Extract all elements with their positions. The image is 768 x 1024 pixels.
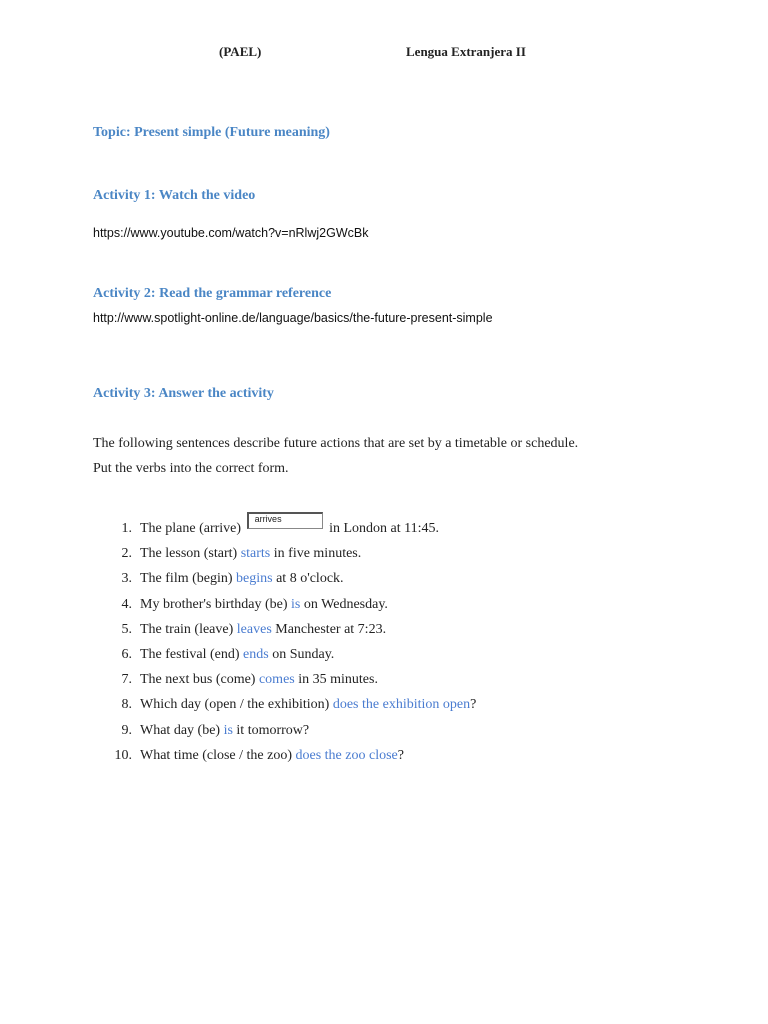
item-rest: ? xyxy=(470,697,477,713)
item-answer: does the exhibition open xyxy=(332,697,471,713)
exercise-item xyxy=(121,718,476,743)
item-rest: at 8 o'clock. xyxy=(272,571,344,587)
exercise-list xyxy=(114,514,477,768)
instruction-line-1: The following sentences describe future actions that are set by a timetable or schedule. xyxy=(93,436,579,451)
exercise-item xyxy=(121,617,476,642)
item-number: 4. xyxy=(121,596,132,612)
item-answer: does the zoo close xyxy=(295,747,398,763)
activity1-heading: Activity 1: Watch the video xyxy=(93,188,256,203)
item-number: 3. xyxy=(121,571,132,587)
item-rest: in 35 minutes. xyxy=(294,672,378,688)
item-rest: it tomorrow? xyxy=(232,722,310,738)
item-number: 2. xyxy=(121,546,132,562)
item-prompt: The festival (end) xyxy=(140,646,244,662)
item-number: 10. xyxy=(114,747,132,763)
item-prompt: The train (leave) xyxy=(140,621,237,637)
header-course-code: (PAEL) xyxy=(219,44,262,59)
item-answer: is xyxy=(223,722,233,738)
item-number: 1. xyxy=(121,521,132,536)
exercise-item xyxy=(121,566,476,591)
header-subject: Lengua Extranjera II xyxy=(406,44,526,59)
item-number: 6. xyxy=(121,646,132,662)
exercise-item xyxy=(121,642,476,667)
item-rest: on Wednesday. xyxy=(300,596,388,612)
item-number: 9. xyxy=(121,722,132,738)
item-answer: comes xyxy=(258,672,295,688)
grammar-reference-link[interactable]: http://www.spotlight-online.de/language/basics/the-future-present-simple xyxy=(93,311,493,325)
item-answer: ends xyxy=(243,646,269,662)
item-rest: in five minutes. xyxy=(270,546,362,562)
instruction-line-2: Put the verbs into the correct form. xyxy=(93,461,289,476)
item-answer: starts xyxy=(240,546,271,562)
exercise-item xyxy=(121,592,476,617)
item-answer: leaves xyxy=(236,621,272,637)
item-rest: ? xyxy=(397,747,404,763)
item-number: 7. xyxy=(121,672,132,688)
item-number: 5. xyxy=(121,621,132,637)
item-prompt: The lesson (start) xyxy=(140,546,241,562)
item-prompt: The next bus (come) xyxy=(140,672,259,688)
video-link[interactable]: https://www.youtube.com/watch?v=nRlwj2GWcBk xyxy=(93,226,369,240)
exercise-item xyxy=(121,692,477,717)
item-prompt: My brother's birthday (be) xyxy=(140,596,292,612)
item-prompt: The film (begin) xyxy=(140,571,237,587)
item-prompt: The plane (arrive) xyxy=(140,521,245,536)
exercise-item xyxy=(121,541,476,566)
item-rest: Manchester at 7:23. xyxy=(271,621,387,637)
item-answer: is xyxy=(291,596,301,612)
item-prompt: Which day (open / the exhibition) xyxy=(140,697,333,713)
item-answer: begins xyxy=(236,571,273,587)
item-rest: in London at 11:45. xyxy=(325,521,439,536)
answer-input-box[interactable]: arrives xyxy=(247,512,323,529)
item-prompt: What day (be) xyxy=(140,722,224,738)
exercise-item xyxy=(121,514,476,541)
item-rest: on Sunday. xyxy=(268,646,335,662)
item-prompt: What time (close / the zoo) xyxy=(140,747,296,763)
item-number: 8. xyxy=(121,697,132,713)
exercise-item xyxy=(114,743,476,768)
activity2-heading: Activity 2: Read the grammar reference xyxy=(93,286,332,301)
topic-heading: Topic: Present simple (Future meaning) xyxy=(93,125,330,140)
activity3-heading: Activity 3: Answer the activity xyxy=(93,386,274,401)
exercise-item xyxy=(121,667,476,692)
